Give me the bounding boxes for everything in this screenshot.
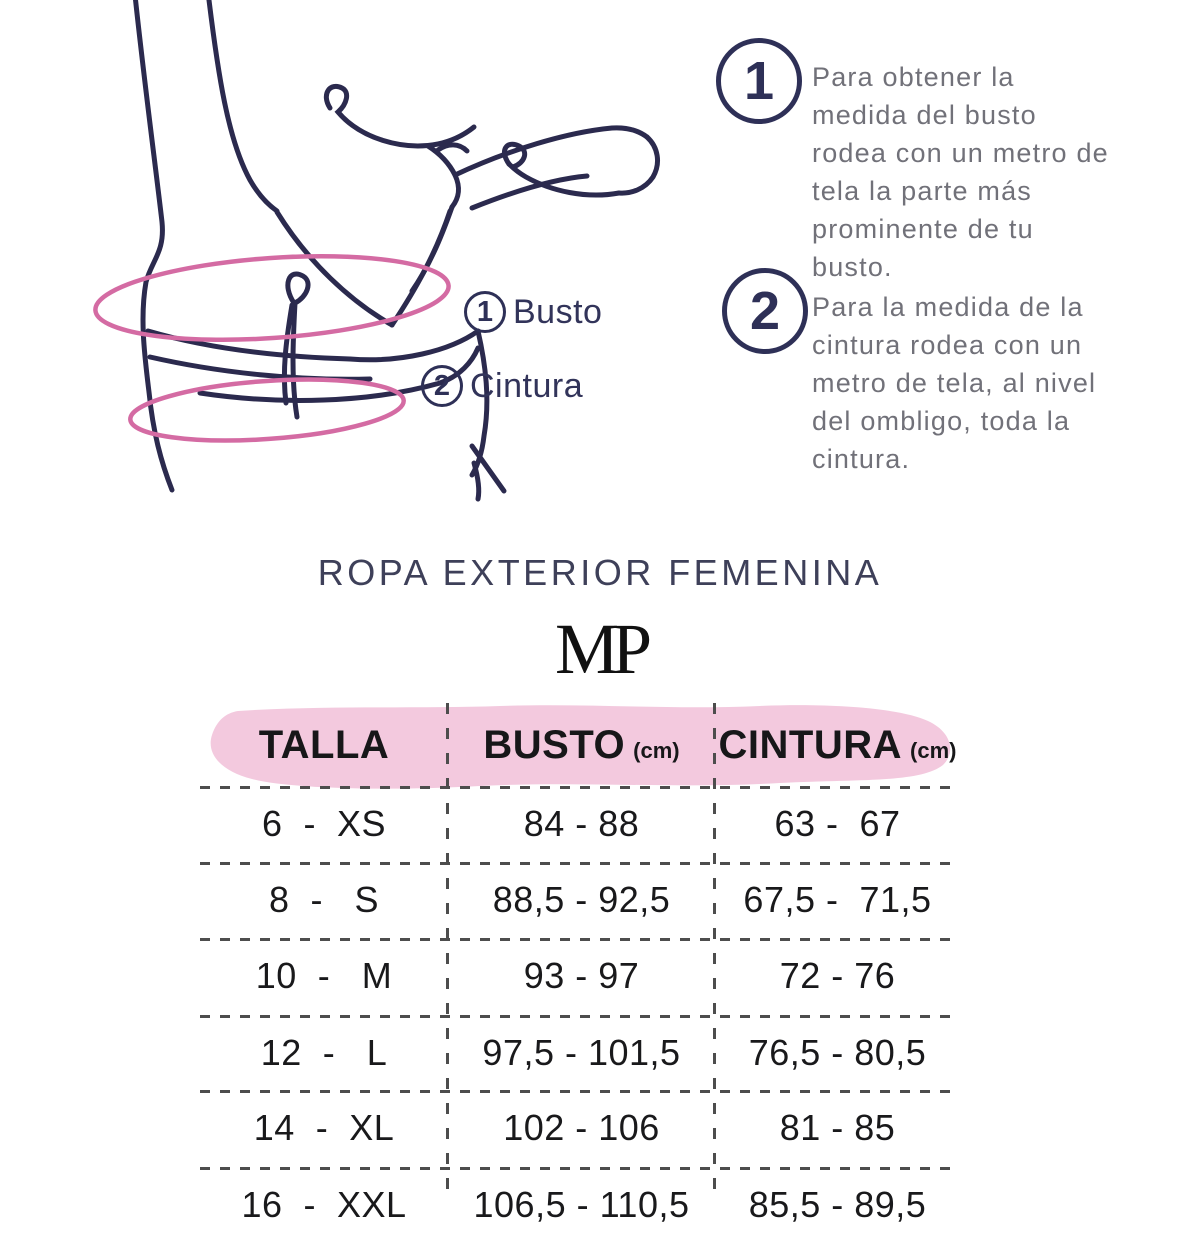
cell-talla: 8 - S [268,879,380,920]
bust-label [464,291,602,333]
torso-line-art-illustration [40,0,660,510]
header-talla [200,723,448,768]
header-cintura [715,723,960,768]
cell-busto: 84 - 88 [523,803,640,844]
instruction-1-number-icon: 1 [716,38,802,124]
figure-left-outline [135,0,172,490]
figure-strap-fold-inner [438,145,467,151]
header-busto-unit: (cm) [633,737,680,763]
cell-busto: 93 - 97 [523,955,640,996]
header-cintura-unit: (cm) [910,737,957,763]
waist-label [421,365,583,407]
cell-busto: 106,5 - 110,5 [473,1184,690,1225]
section-title: ROPA EXTERIOR FEMENINA [317,552,883,593]
circled-2-icon: 2 [421,365,463,407]
cell-cintura: 81 - 85 [779,1107,896,1148]
table-row-partial [200,1167,960,1243]
figure-tie-knot [288,274,308,417]
cell-busto: 102 - 106 [503,1107,660,1148]
table-header-row [200,703,960,787]
header-busto [448,723,715,768]
instruction-2-text: Para la medida de la cintura rodea con un metro de tela, al nivel del ombligo, toda la cintura. [812,292,1097,474]
table-row [200,862,960,938]
figure-elbow [619,137,658,193]
cell-talla: 16 - XXL [241,1184,407,1225]
cell-talla: 10 - M [255,955,393,996]
instruction-1-text: Para obtener la medida del busto rodea con un metro de tela la parte más prominente de tu busto. [812,62,1109,282]
figure-upper-arm [455,128,647,175]
waist-measure-ellipse-icon [128,372,405,449]
header-talla-label: TALLA [258,722,390,767]
brand-logo: MP [554,609,646,689]
waist-label-text: Cintura [470,366,584,405]
cell-cintura: 72 - 76 [779,955,896,996]
table-row [200,1015,960,1091]
cell-talla: 6 - XS [261,803,387,844]
cell-cintura: 67,5 - 71,5 [743,879,932,920]
header-cintura-label: CINTURA [718,722,903,767]
figure-arm-inner [208,0,277,211]
bust-measure-ellipse-icon [93,246,452,350]
instruction-2-number-icon: 2 [722,268,808,354]
circled-1-icon: 1 [464,291,506,333]
figure-neck [326,86,474,145]
table-row [200,938,960,1014]
cell-cintura: 85,5 - 89,5 [748,1184,927,1225]
cell-cintura: 63 - 67 [774,803,901,844]
size-table [200,703,960,1225]
cell-talla: 14 - XL [253,1107,395,1148]
header-busto-label: BUSTO [483,722,626,767]
figure-band-cross [350,331,478,360]
cell-busto: 88,5 - 92,5 [492,879,671,920]
table-row [200,786,960,862]
bust-label-text: Busto [513,292,603,331]
table-row [200,1090,960,1166]
cell-busto: 97,5 - 101,5 [482,1032,681,1073]
cell-cintura: 76,5 - 80,5 [748,1032,927,1073]
cell-talla: 12 - L [260,1032,388,1073]
